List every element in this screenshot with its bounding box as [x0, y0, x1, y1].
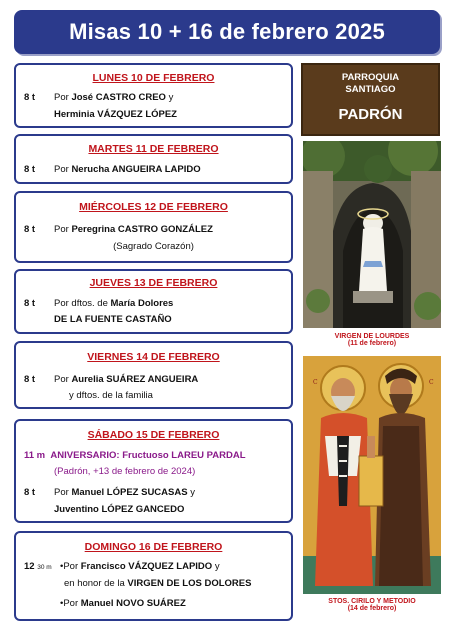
- day-tuesday: [14, 134, 293, 184]
- svg-text:С: С: [429, 379, 434, 386]
- saints-caption: [300, 598, 444, 612]
- intention-line: [54, 298, 173, 309]
- intention-line-2: [69, 390, 153, 401]
- svg-text:С: С: [313, 379, 318, 386]
- intention-name-2: DE LA FUENTE CASTAÑO: [54, 314, 172, 325]
- caption-date: (14 de febrero): [347, 605, 397, 612]
- intention-line: [54, 164, 201, 175]
- day-heading: LUNES 10 DE FEBRERO: [92, 72, 215, 84]
- mass-hour: 8 t: [24, 224, 36, 235]
- intention-prefix: Por dftos. de: [54, 298, 108, 309]
- mass-line: [24, 374, 35, 385]
- intention-name: Francisco VÁZQUEZ LAPIDO: [80, 561, 213, 572]
- page-title: Misas 10 + 16 de febrero 2025: [69, 19, 385, 44]
- intention-name: Manuel LÓPEZ SUCASAS: [71, 487, 188, 498]
- day-sunday: [14, 531, 293, 621]
- intention-suffix: y: [168, 92, 174, 103]
- intention-note-text: y dftos. de la familia: [69, 390, 153, 401]
- mass-hour: 8 t: [24, 487, 36, 498]
- mass-line: [24, 92, 35, 103]
- mass-hour: 8 t: [24, 92, 36, 103]
- intention-prefix-2: en honor de la: [64, 578, 125, 589]
- mass-line: [24, 561, 52, 572]
- intention-name: Aurelia SUÁREZ ANGUEIRA: [71, 374, 199, 385]
- intention-note-text: (Sagrado Corazón): [113, 241, 194, 252]
- day-saturday: [14, 419, 293, 523]
- mass-line: [24, 224, 35, 235]
- parish-box: [301, 63, 440, 136]
- day-heading: MARTES 11 DE FEBRERO: [88, 143, 219, 155]
- intention-line-2: [54, 314, 172, 325]
- parish-line-2: SANTIAGO: [345, 84, 396, 95]
- day-heading: DOMINGO 16 DE FEBRERO: [84, 541, 223, 553]
- intention-line: [54, 374, 198, 385]
- caption-title: STOS. CIRILO Y METODIO: [328, 598, 416, 605]
- intention-name: José CASTRO CREO: [71, 92, 166, 103]
- day-friday: [14, 341, 293, 409]
- day-monday: [14, 63, 293, 128]
- intention-suffix: y: [190, 487, 195, 498]
- mass-line: [24, 298, 35, 309]
- intention-line: [60, 561, 220, 572]
- intention-line: [54, 224, 213, 235]
- mass-hour: 8 t: [24, 298, 36, 309]
- intention-line: [54, 487, 195, 498]
- title-banner: [14, 10, 440, 54]
- intention-name: Peregrina CASTRO GONZÁLEZ: [71, 224, 213, 235]
- anniversary-label: ANIVERSARIO:: [50, 450, 120, 461]
- intention-prefix: •Por: [60, 561, 79, 572]
- intention-note: [16, 241, 291, 252]
- intention-suffix: y: [214, 561, 220, 572]
- intention-name-2: VIRGEN DE LOS DOLORES: [127, 578, 252, 589]
- mass-line: [24, 164, 35, 175]
- intention-name: Nerucha ANGUEIRA LAPIDO: [71, 164, 201, 175]
- intention-name: María Dolores: [110, 298, 174, 309]
- anniversary-name: Fructuoso LAREU PARDAL: [122, 450, 246, 461]
- saints-icon-image: [303, 356, 441, 594]
- intention-prefix: Por: [54, 164, 69, 175]
- intention-prefix: Por: [54, 374, 69, 385]
- intention-name-3: Manuel NOVO SUÁREZ: [80, 598, 186, 609]
- parish-line-1: PARROQUIA: [341, 72, 400, 83]
- intention-line-2: [54, 504, 184, 515]
- intention-prefix: Por: [54, 224, 69, 235]
- caption-title: VIRGEN DE LOURDES: [334, 333, 410, 340]
- anniversary-detail: [54, 466, 195, 477]
- mass-hour: 8 t: [24, 374, 36, 385]
- anniversary-hour: 11 m: [24, 450, 46, 461]
- day-heading: VIERNES 14 DE FEBRERO: [87, 351, 220, 363]
- intention-line: [54, 92, 173, 103]
- intention-prefix: Por: [54, 92, 69, 103]
- intention-line-3: [60, 598, 186, 609]
- mass-line: [24, 487, 35, 498]
- lourdes-caption: [300, 333, 444, 347]
- parish-name: PADRÓN: [338, 106, 403, 123]
- anniversary-detail-text: (Padrón, +13 de febrero de 2024): [54, 466, 196, 477]
- mass-hour: 8 t: [24, 164, 36, 175]
- day-heading: MIÉRCOLES 12 DE FEBRERO: [79, 201, 228, 213]
- intention-name-2: Juventino LÓPEZ GANCEDO: [54, 504, 185, 515]
- mass-hour-suffix: 30 m: [37, 564, 52, 571]
- intention-prefix: Por: [54, 487, 69, 498]
- day-heading: JUEVES 13 DE FEBRERO: [89, 277, 218, 289]
- lourdes-grotto-image: [303, 141, 441, 328]
- mass-hour: 12: [24, 561, 35, 572]
- intention-line-2: [64, 578, 251, 589]
- day-thursday: [14, 269, 293, 334]
- intention-name-2: Herminia VÁZQUEZ LÓPEZ: [54, 109, 177, 120]
- anniversary-line: [24, 450, 246, 461]
- intention-line-2: [54, 109, 177, 120]
- intention-prefix-3: •Por: [60, 598, 79, 609]
- day-heading: SÁBADO 15 DE FEBRERO: [87, 429, 220, 441]
- day-wednesday: [14, 191, 293, 263]
- caption-date: (11 de febrero): [347, 340, 397, 347]
